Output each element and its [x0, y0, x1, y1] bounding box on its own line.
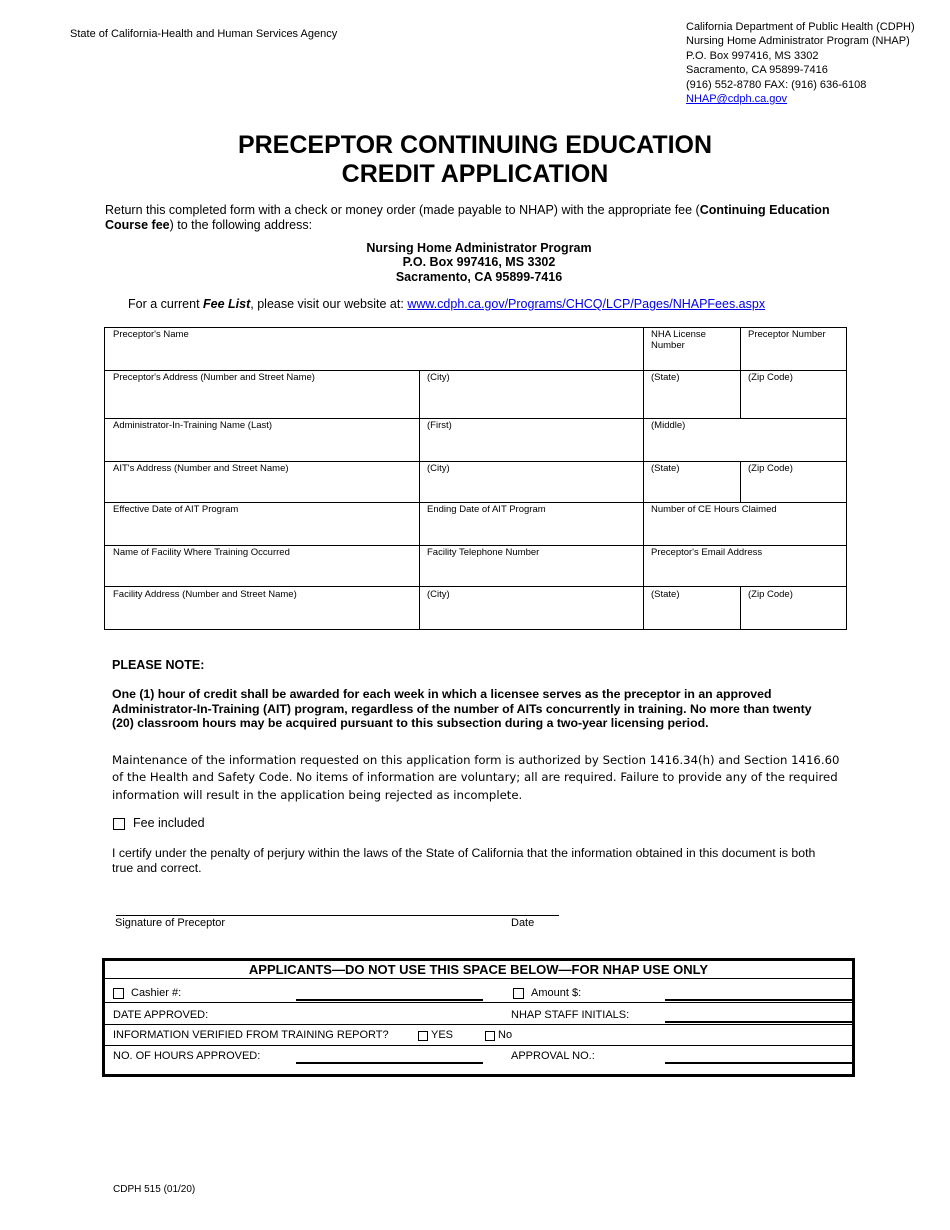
page-title: PRECEPTOR CONTINUING EDUCATION	[237, 131, 713, 159]
preceptor-name-field[interactable]: Preceptor's Name	[113, 329, 189, 340]
intro-text: Return this completed form with a check or money order (made payable to NHAP) with the appropriate fee (Continuing Education Course fee) to the following address:	[105, 203, 830, 232]
ait-state-field[interactable]: (State)	[651, 463, 680, 474]
certify-text: I certify under the penalty of perjury within the laws of the State of California that the information obtained in this document is both true and correct.	[112, 846, 816, 875]
effective-date-field[interactable]: Effective Date of AIT Program	[113, 504, 239, 515]
fee-included-checkbox[interactable]	[113, 818, 125, 830]
contact-email-link[interactable]: NHAP@cdph.ca.gov	[686, 93, 788, 106]
facility-name-field[interactable]: Name of Facility Where Training Occurred	[113, 547, 290, 558]
contact-line: (916) 552-8780 FAX: (916) 636-6108	[686, 78, 867, 91]
contact-line: Nursing Home Administrator Program (NHAP)	[686, 35, 910, 48]
fee-included-label: Fee included	[133, 816, 205, 830]
note-heading: PLEASE NOTE:	[112, 658, 205, 672]
agency-name: State of California-Health and Human Services Agency	[70, 28, 338, 40]
signature-line[interactable]	[116, 915, 559, 916]
ending-date-field[interactable]: Ending Date of AIT Program	[427, 504, 546, 515]
contact-line: California Department of Public Health (CDPH)	[686, 21, 915, 33]
preceptor-zip-field[interactable]: (Zip Code)	[748, 372, 793, 383]
signature-label: Signature of Preceptor	[115, 917, 226, 929]
verified-yes-label: YES	[431, 1029, 454, 1041]
contact-block	[686, 20, 915, 106]
hours-approved-input[interactable]	[296, 1062, 483, 1064]
application-grid	[104, 327, 847, 630]
facility-state-field[interactable]: (State)	[651, 589, 680, 600]
ait-last-name-field[interactable]: Administrator-In-Training Name (Last)	[113, 420, 273, 431]
hours-approved-label: NO. OF HOURS APPROVED:	[113, 1050, 261, 1062]
cashier-input[interactable]	[296, 999, 483, 1001]
facility-city-field[interactable]: (City)	[427, 589, 450, 600]
nha-license-field[interactable]: NHA License Number	[651, 329, 706, 351]
preceptor-email-field[interactable]: Preceptor's Email Address	[651, 547, 763, 558]
ce-hours-field[interactable]: Number of CE Hours Claimed	[651, 504, 777, 515]
ait-zip-field[interactable]: (Zip Code)	[748, 463, 793, 474]
ait-city-field[interactable]: (City)	[427, 463, 450, 474]
approval-no-label: APPROVAL NO.:	[511, 1050, 595, 1062]
amount-input[interactable]	[665, 999, 853, 1001]
amount-checkbox[interactable]	[513, 988, 524, 999]
date-approved-label: DATE APPROVED:	[113, 1009, 209, 1021]
ait-middle-name-field[interactable]: (Middle)	[651, 420, 686, 431]
verified-no-checkbox[interactable]	[485, 1031, 495, 1041]
ait-address-field[interactable]: AIT's Address (Number and Street Name)	[113, 463, 289, 474]
facility-phone-field[interactable]: Facility Telephone Number	[427, 547, 540, 558]
date-label: Date	[511, 917, 535, 929]
maintenance-text: Maintenance of the information requested on this application form is authorized by Section 1416.34(h) and Section 1416.60 of the Health and Safety Code. No items of information are voluntary; all are required. Failure to provide any of the required information will result in the application being rejected as incomplete.	[112, 753, 840, 802]
preceptor-number-field[interactable]: Preceptor Number	[748, 329, 826, 340]
verified-no-label: No	[498, 1029, 513, 1041]
office-use-heading: APPLICANTS—DO NOT USE THIS SPACE BELOW—FOR NHAP USE ONLY	[248, 962, 709, 977]
facility-address-field[interactable]: Facility Address (Number and Street Name)	[113, 589, 297, 600]
verified-label: INFORMATION VERIFIED FROM TRAINING REPORT?	[113, 1029, 389, 1041]
verified-yes-checkbox[interactable]	[418, 1031, 428, 1041]
fee-list-line: For a current Fee List, please visit our website at: www.cdph.ca.gov/Programs/CHCQ/LCP/Pages/NHAPFees.aspx	[128, 297, 766, 311]
note-body: One (1) hour of credit shall be awarded for each week in which a licensee serves as the preceptor in an approved Administrator-In-Training (AIT) program, regardless of the number of AITs concurrently in training. No more than twenty (20) classroom hours may be acquired pursuant to this subsection during a two-year licensing period.	[112, 687, 812, 730]
cashier-checkbox[interactable]	[113, 988, 124, 999]
staff-initials-input[interactable]	[665, 1021, 853, 1023]
office-use-box	[102, 958, 855, 1077]
approval-no-input[interactable]	[665, 1062, 853, 1064]
page-subtitle: CREDIT APPLICATION	[341, 160, 609, 188]
fee-list-link[interactable]: www.cdph.ca.gov/Programs/CHCQ/LCP/Pages/NHAPFees.aspx	[407, 297, 766, 311]
facility-zip-field[interactable]: (Zip Code)	[748, 589, 793, 600]
preceptor-state-field[interactable]: (State)	[651, 372, 680, 383]
preceptor-address-field[interactable]: Preceptor's Address (Number and Street Name)	[113, 372, 315, 383]
preceptor-city-field[interactable]: (City)	[427, 372, 450, 383]
mailing-address: Nursing Home Administrator Program P.O. Box 997416, MS 3302 Sacramento, CA 95899-7416	[366, 241, 592, 284]
contact-line: P.O. Box 997416, MS 3302	[686, 49, 819, 62]
form-number: CDPH 515 (01/20)	[113, 1184, 196, 1195]
amount-label: Amount $:	[531, 987, 582, 999]
cashier-label: Cashier #:	[131, 987, 182, 999]
contact-line: Sacramento, CA 95899-7416	[686, 64, 828, 77]
ait-first-name-field[interactable]: (First)	[427, 420, 452, 431]
staff-initials-label: NHAP STAFF INITIALS:	[511, 1009, 630, 1021]
